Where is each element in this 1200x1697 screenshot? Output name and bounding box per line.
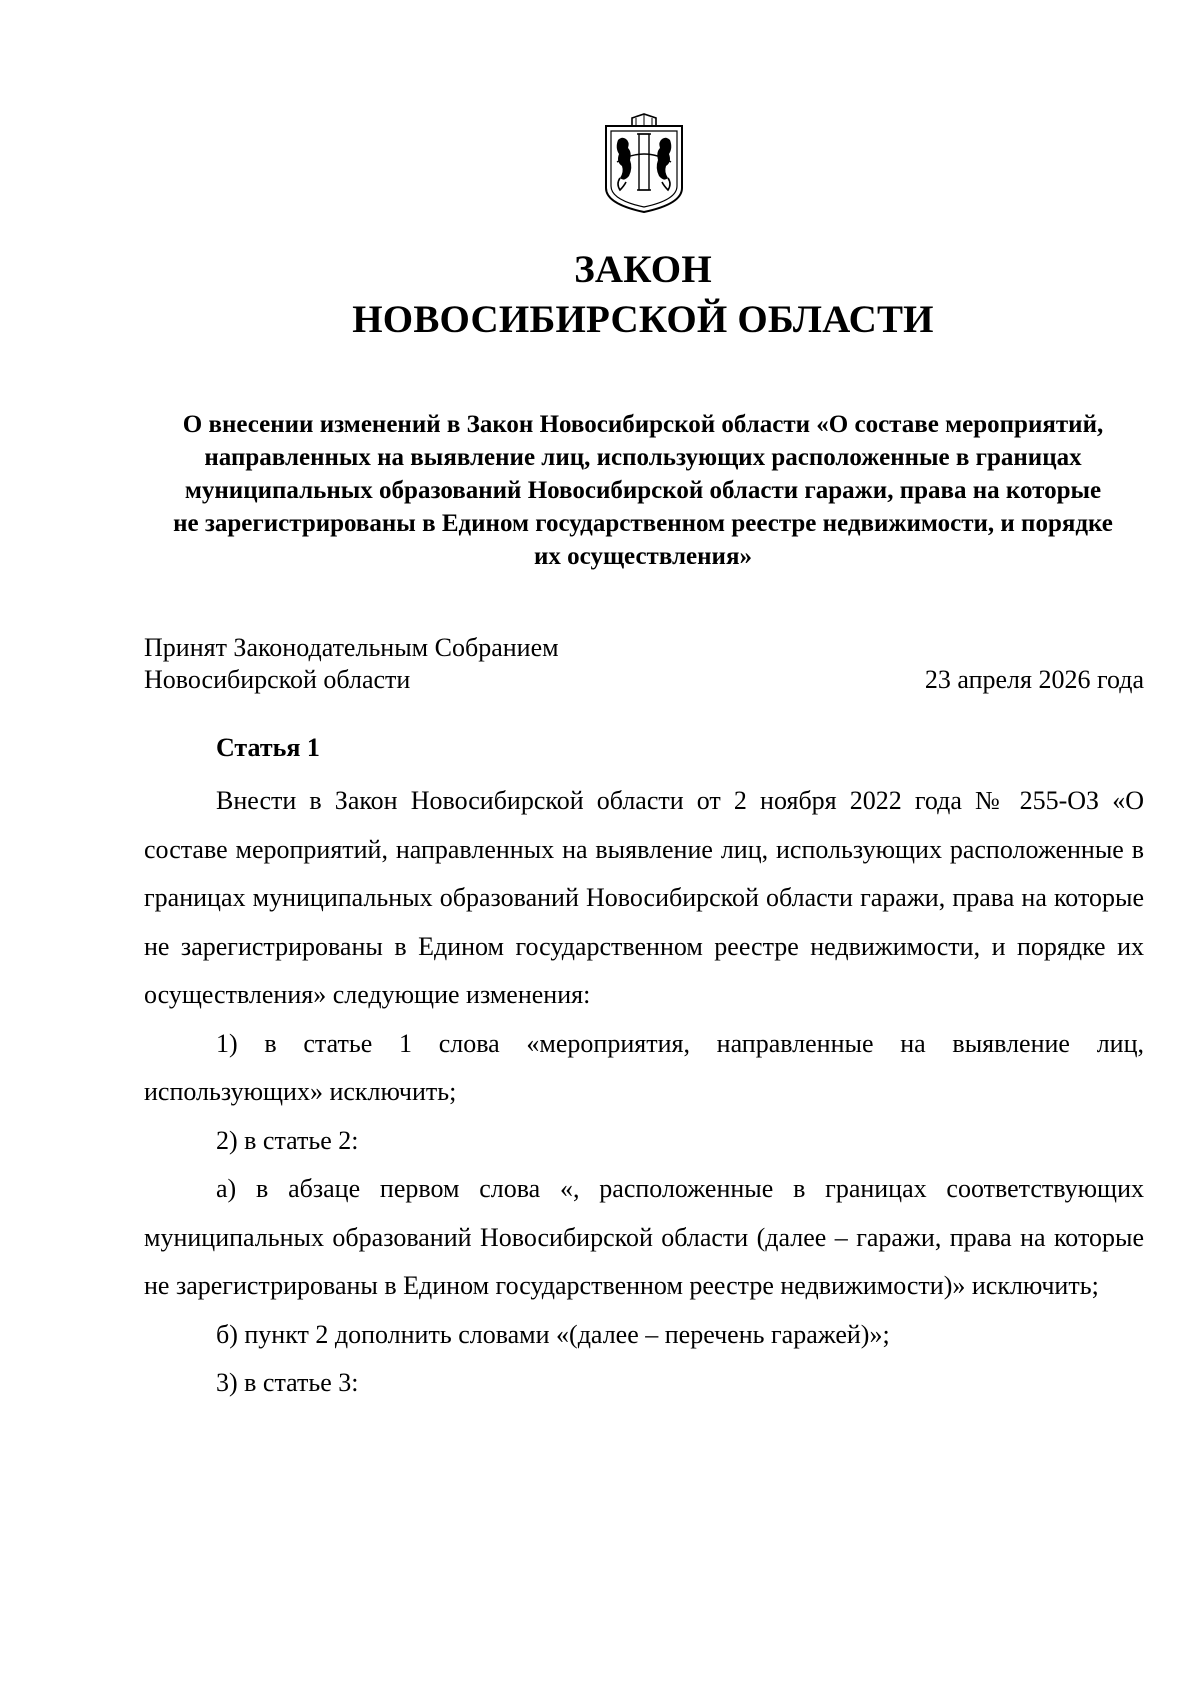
document-title-line1: ЗАКОН bbox=[574, 248, 712, 291]
document-subject: О внесении изменений в Закон Новосибирской области «О составе мероприятий, направленных на выявление лиц, использующих расположенные в границах муниципальных образований Новосибирской области гаражи, права на которые не зарегистрированы в Едином государственном реестре недвижимости, и порядке их осуществления» bbox=[173, 411, 1113, 570]
article-paragraph: 1) в статье 1 слова «мероприятия, направленные на выявление лиц, использующих» исключить; bbox=[144, 1028, 1144, 1106]
adoption-block bbox=[144, 632, 559, 696]
adoption-line2: Новосибирской области bbox=[144, 665, 411, 694]
article-paragraph: 3) в статье 3: bbox=[216, 1368, 359, 1397]
document-title-line2: НОВОСИБИРСКОЙ ОБЛАСТИ bbox=[352, 298, 934, 341]
article-paragraph: а) в абзаце первом слова «, расположенные в границах соответствующих муниципальных образований Новосибирской области (далее – гаражи, права на которые не зарегистрированы в Едином государственном реестре недвижимости)» исключить; bbox=[144, 1174, 1144, 1300]
adoption-date: 23 апреля 2026 года bbox=[924, 665, 1144, 694]
article-body bbox=[144, 777, 1144, 1408]
article-paragraph: б) пункт 2 дополнить словами «(далее – перечень гаражей)»; bbox=[216, 1319, 890, 1349]
adoption-line1: Принят Законодательным Собранием bbox=[144, 633, 559, 662]
article-heading: Статья 1 bbox=[216, 733, 320, 762]
coat-of-arms-emblem bbox=[602, 112, 686, 216]
article-paragraph: 2) в статье 2: bbox=[216, 1125, 359, 1155]
coat-of-arms-icon bbox=[602, 112, 686, 216]
article-paragraph: Внести в Закон Новосибирской области от 2 ноября 2022 года № 255-ОЗ «О составе мероприятий, направленных на выявление лиц, использующих расположенные в границах муниципальных образований Новосибирской области гаражи, права на которые не зарегистрированы в Едином государственном реестре недвижимости, и порядке их осуществления» следующие изменения: bbox=[144, 786, 1144, 1009]
